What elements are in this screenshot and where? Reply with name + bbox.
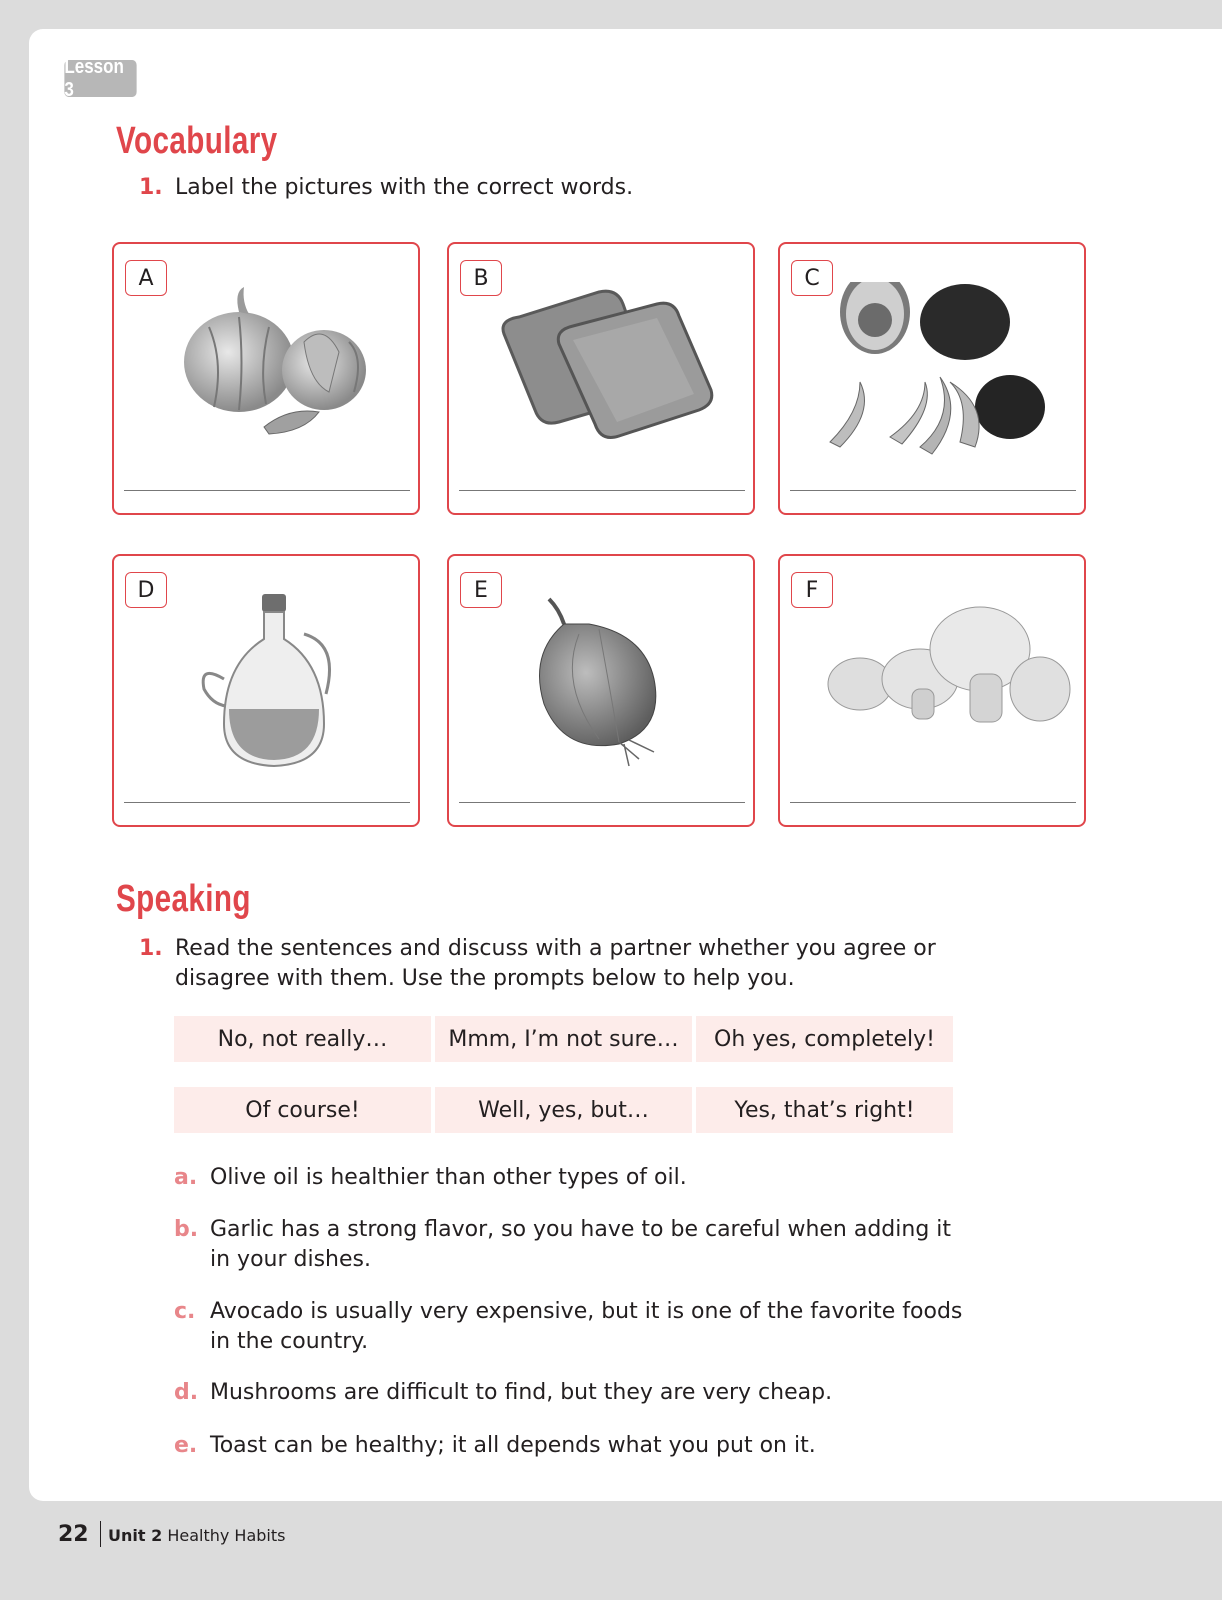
statement-letter: b. xyxy=(174,1217,199,1242)
prompt-box: Well, yes, but… xyxy=(435,1087,692,1133)
answer-line[interactable] xyxy=(124,802,410,803)
prompt-box: Yes, that’s right! xyxy=(696,1087,953,1133)
mushroom-icon xyxy=(820,594,1080,744)
onion-icon xyxy=(489,594,729,774)
picture-card-f xyxy=(778,554,1086,827)
answer-line[interactable] xyxy=(459,490,745,491)
statement-letter: a. xyxy=(174,1165,198,1190)
prompt-row-2 xyxy=(174,1087,953,1133)
prompt-box: Of course! xyxy=(174,1087,431,1133)
answer-line[interactable] xyxy=(790,802,1076,803)
statement-text: Olive oil is healthier than other types of oil. xyxy=(210,1165,687,1190)
statement-text: Garlic has a strong flavor, so you have to be careful when adding it in your dishes. xyxy=(210,1217,952,1272)
toast-icon xyxy=(489,282,729,452)
statement-text: Avocado is usually very expensive, but it is one of the favorite foods in the country. xyxy=(210,1299,963,1354)
prompt-box: No, not really… xyxy=(174,1016,431,1062)
answer-line[interactable] xyxy=(124,490,410,491)
card-letter: F xyxy=(791,572,833,608)
unit-label: Unit 2 xyxy=(108,1526,163,1545)
picture-card-b xyxy=(447,242,755,515)
exercise-number: 1. xyxy=(139,936,163,961)
prompt-row-1 xyxy=(174,1016,953,1062)
instruction-text: Label the pictures with the correct words. xyxy=(175,175,634,200)
vocabulary-title: Vocabulary xyxy=(116,120,278,162)
card-letter: E xyxy=(460,572,502,608)
picture-card-a xyxy=(112,242,420,515)
card-letter: C xyxy=(791,260,833,296)
picture-card-d xyxy=(112,554,420,827)
card-letter: A xyxy=(125,260,167,296)
statement-letter: d. xyxy=(174,1380,199,1405)
avocado-icon xyxy=(820,282,1070,462)
card-letter: B xyxy=(460,260,502,296)
statement-text: Toast can be healthy; it all depends what you put on it. xyxy=(210,1433,816,1458)
garlic-icon xyxy=(154,282,394,452)
instruction-line-2: disagree with them. Use the prompts below to help you. xyxy=(175,966,795,991)
statement-letter: e. xyxy=(174,1433,198,1458)
speaking-title: Speaking xyxy=(116,878,251,920)
picture-card-c xyxy=(778,242,1086,515)
lesson-tag: Lesson 3 xyxy=(64,60,136,97)
statement-text: Mushrooms are difficult to find, but they are very cheap. xyxy=(210,1380,833,1405)
footer-unit xyxy=(108,1526,285,1545)
answer-line[interactable] xyxy=(459,802,745,803)
page-number: 22 xyxy=(58,1522,89,1547)
footer-divider xyxy=(100,1521,101,1547)
answer-line[interactable] xyxy=(790,490,1076,491)
picture-card-e xyxy=(447,554,755,827)
instruction-line-1: Read the sentences and discuss with a partner whether you agree or xyxy=(175,936,936,961)
prompt-box: Mmm, I’m not sure… xyxy=(435,1016,692,1062)
oil-bottle-icon xyxy=(154,594,394,794)
card-letter: D xyxy=(125,572,167,608)
exercise-number: 1. xyxy=(139,175,163,200)
prompt-box: Oh yes, completely! xyxy=(696,1016,953,1062)
statement-letter: c. xyxy=(174,1299,196,1324)
unit-title: Healthy Habits xyxy=(167,1526,286,1545)
